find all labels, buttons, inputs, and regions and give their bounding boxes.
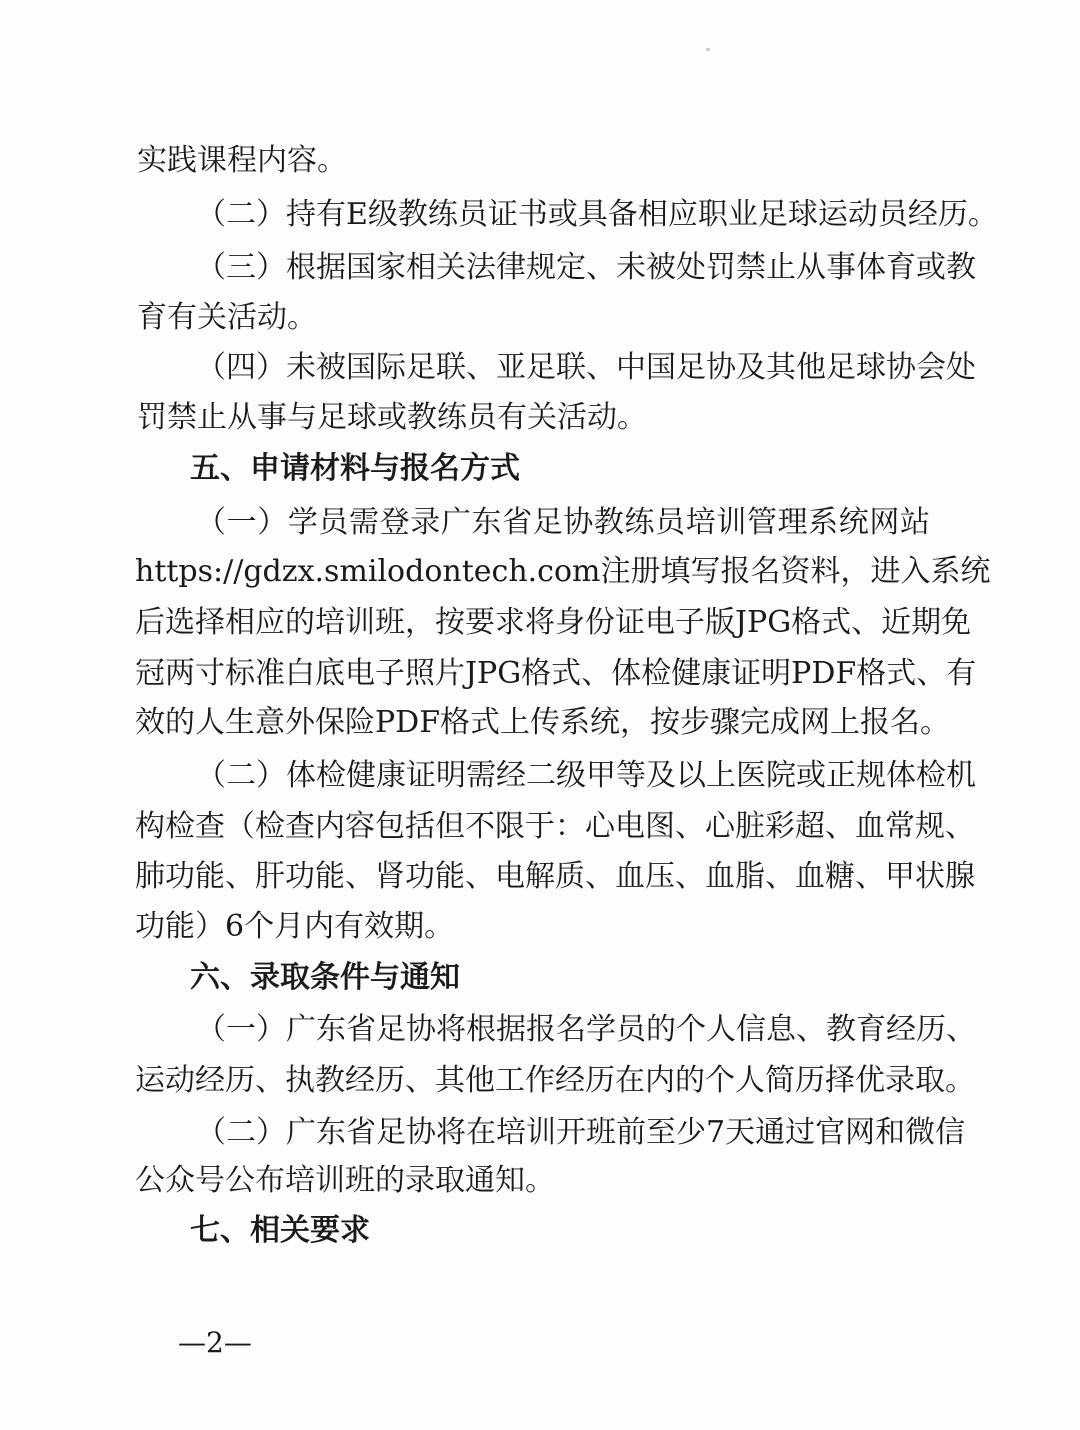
section-heading: 五、申请材料与报名方式: [190, 451, 520, 486]
body-line: （四）未被国际足联、亚足联、中国足协及其他足球协会处: [196, 350, 976, 385]
scan-speck: [706, 48, 710, 51]
body-line: 效的人生意外保险PDF格式上传系统，按步骤完成网上报名。: [135, 705, 951, 740]
body-line: 罚禁止从事与足球或教练员有关活动。: [137, 400, 647, 435]
body-line: （一）学员需登录广东省足协教练员培训管理系统网站: [196, 505, 930, 540]
body-line: （二）广东省足协将在培训开班前至少7天通过官网和微信: [196, 1115, 966, 1150]
body-line: 实践课程内容。: [137, 143, 347, 178]
body-line: （一）广东省足协将根据报名学员的个人信息、教育经历、: [196, 1012, 976, 1047]
body-line: 育有关活动。: [137, 300, 317, 335]
body-line: 功能）6个月内有效期。: [135, 909, 455, 944]
body-line: 构检查（检查内容包括但不限于：心电图、心脏彩超、血常规、: [135, 809, 975, 844]
url-line: https://gdzx.smilodontech.com注册填写报名资料，进入系统: [135, 554, 991, 589]
section-heading: 七、相关要求: [190, 1213, 370, 1248]
body-line: （二）体检健康证明需经二级甲等及以上医院或正规体检机: [196, 758, 976, 793]
body-line: 肺功能、肝功能、肾功能、电解质、血压、血脂、血糖、甲状腺: [135, 859, 975, 894]
body-line: （三）根据国家相关法律规定、未被处罚禁止从事体育或教: [196, 250, 976, 285]
body-line: 运动经历、执教经历、其他工作经历在内的个人简历择优录取。: [135, 1063, 975, 1098]
page-number: —2—: [178, 1326, 252, 1359]
body-line: 公众号公布培训班的录取通知。: [135, 1163, 555, 1198]
body-line: 冠两寸标准白底电子照片JPG格式、体检健康证明PDF格式、有: [135, 656, 977, 691]
body-line: （二）持有E级教练员证书或具备相应职业足球运动员经历。: [196, 197, 998, 232]
body-line: 后选择相应的培训班，按要求将身份证电子版JPG格式、近期免: [135, 605, 972, 640]
section-heading: 六、录取条件与通知: [190, 960, 460, 995]
